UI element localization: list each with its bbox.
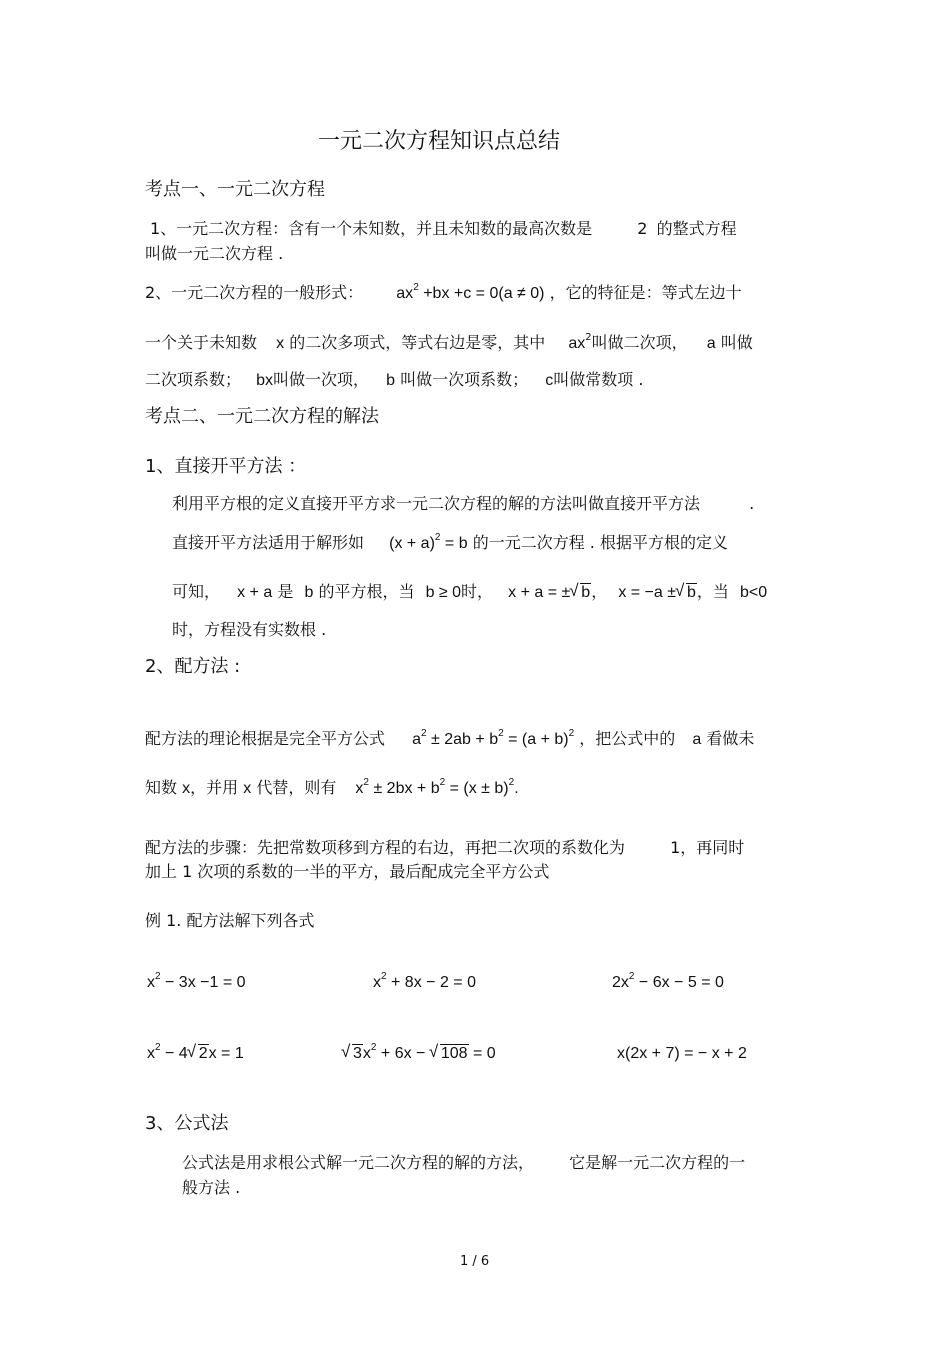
paragraph-features-line: 一个关于未知数 x 的二次多项式，等式右边是零，其中 $ax^2$叫做二次项， a 叫做	[145, 331, 753, 352]
paragraph-general-form	[145, 283, 742, 304]
formula-general-form: $ax^2 +bx +c = 0(a \ne 0)$	[396, 281, 545, 302]
equation-5: √ $3x^2 + 6x$ − √ 108 = 0	[342, 1044, 496, 1064]
paragraph-square-formula: 配方法的理论根据是完全平方公式 $a^2 \pm 2ab + b^2 = (a + b)^2$ ，把公式中的 a 看做未	[145, 727, 755, 748]
page-title: 一元二次方程知识点总结	[318, 129, 561, 154]
paragraph-direct-root-2: 直接开平方法适用于解形如 $(x + a)^2 = b$ 的一元二次方程 . 根据平方根的定义	[172, 531, 728, 552]
section-heading-1: 考点一、一元二次方程	[145, 179, 325, 200]
equation-1: $x^2 - 3x -1 = 0$	[147, 970, 246, 991]
subheading-completing-square: 2、配方法 :	[145, 656, 241, 677]
text: ，它的特征是：等式左边十	[549, 283, 742, 302]
equation-3: $2x^2 - 6x - 5 = 0$	[612, 970, 724, 991]
paragraph-steps-line2: 加上 1 次项的系数的一半的平方，最后配成完全平方公式	[145, 862, 550, 881]
text: 的整式方程	[656, 219, 737, 238]
paragraph-coefficients-line: 二次项系数； bx叫做一次项， b 叫做一次项系数； c叫做常数项 .	[145, 370, 644, 389]
paragraph-definition-line1	[150, 219, 737, 239]
text: 1、一元二次方程：含有一个未知数，并且未知数的最高次数是	[150, 219, 593, 238]
subheading-direct-root: 1、直接开平方法 ：	[145, 456, 307, 477]
paragraph-formula-method-line2: 般方法 .	[182, 1178, 241, 1197]
paragraph-formula-method-line1: 公式法是用求根公式解一元二次方程的解的方法， 它是解一元二次方程的一	[182, 1153, 746, 1172]
paragraph-direct-root-1: 利用平方根的定义直接开平方求一元二次方程的解的方法叫做直接开平方法 .	[172, 494, 755, 513]
paragraph-definition-line2: 叫做一元二次方程 .	[145, 244, 284, 263]
paragraph-direct-root-3: 可知， x + a 是 b 的平方根，当 b ≥ 0时， x + a = ±√ b， x = −a ±√ b，当 b<0	[172, 582, 767, 603]
paragraph-steps-line1: 配方法的步骤：先把常数项移到方程的右边，再把二次项的系数化为 1，再同时	[145, 838, 745, 857]
equation-4: $x^2 - 4√$ 2x = 1	[147, 1044, 244, 1064]
equation-6: x(2x + 7) = − x + 2	[617, 1045, 747, 1062]
section-heading-2: 考点二、一元二次方程的解法	[145, 406, 379, 427]
text: 2、一元二次方程的一般形式：	[145, 283, 364, 302]
equation-2: $x^2 + 8x - 2 = 0$	[373, 970, 476, 991]
paragraph-direct-root-4: 时，方程没有实数根 .	[172, 620, 327, 639]
example-label: 例 1. 配方法解下列各式	[145, 911, 315, 930]
paragraph-square-substitution: 知数 x，并用 x 代替，则有 $x^2 \pm 2bx + b^2 = (x \pm b)^2$.	[145, 776, 519, 797]
page-number: 1 / 6	[460, 1254, 490, 1269]
subheading-formula-method: 3、公式法	[145, 1113, 229, 1134]
text: 2	[637, 219, 648, 238]
